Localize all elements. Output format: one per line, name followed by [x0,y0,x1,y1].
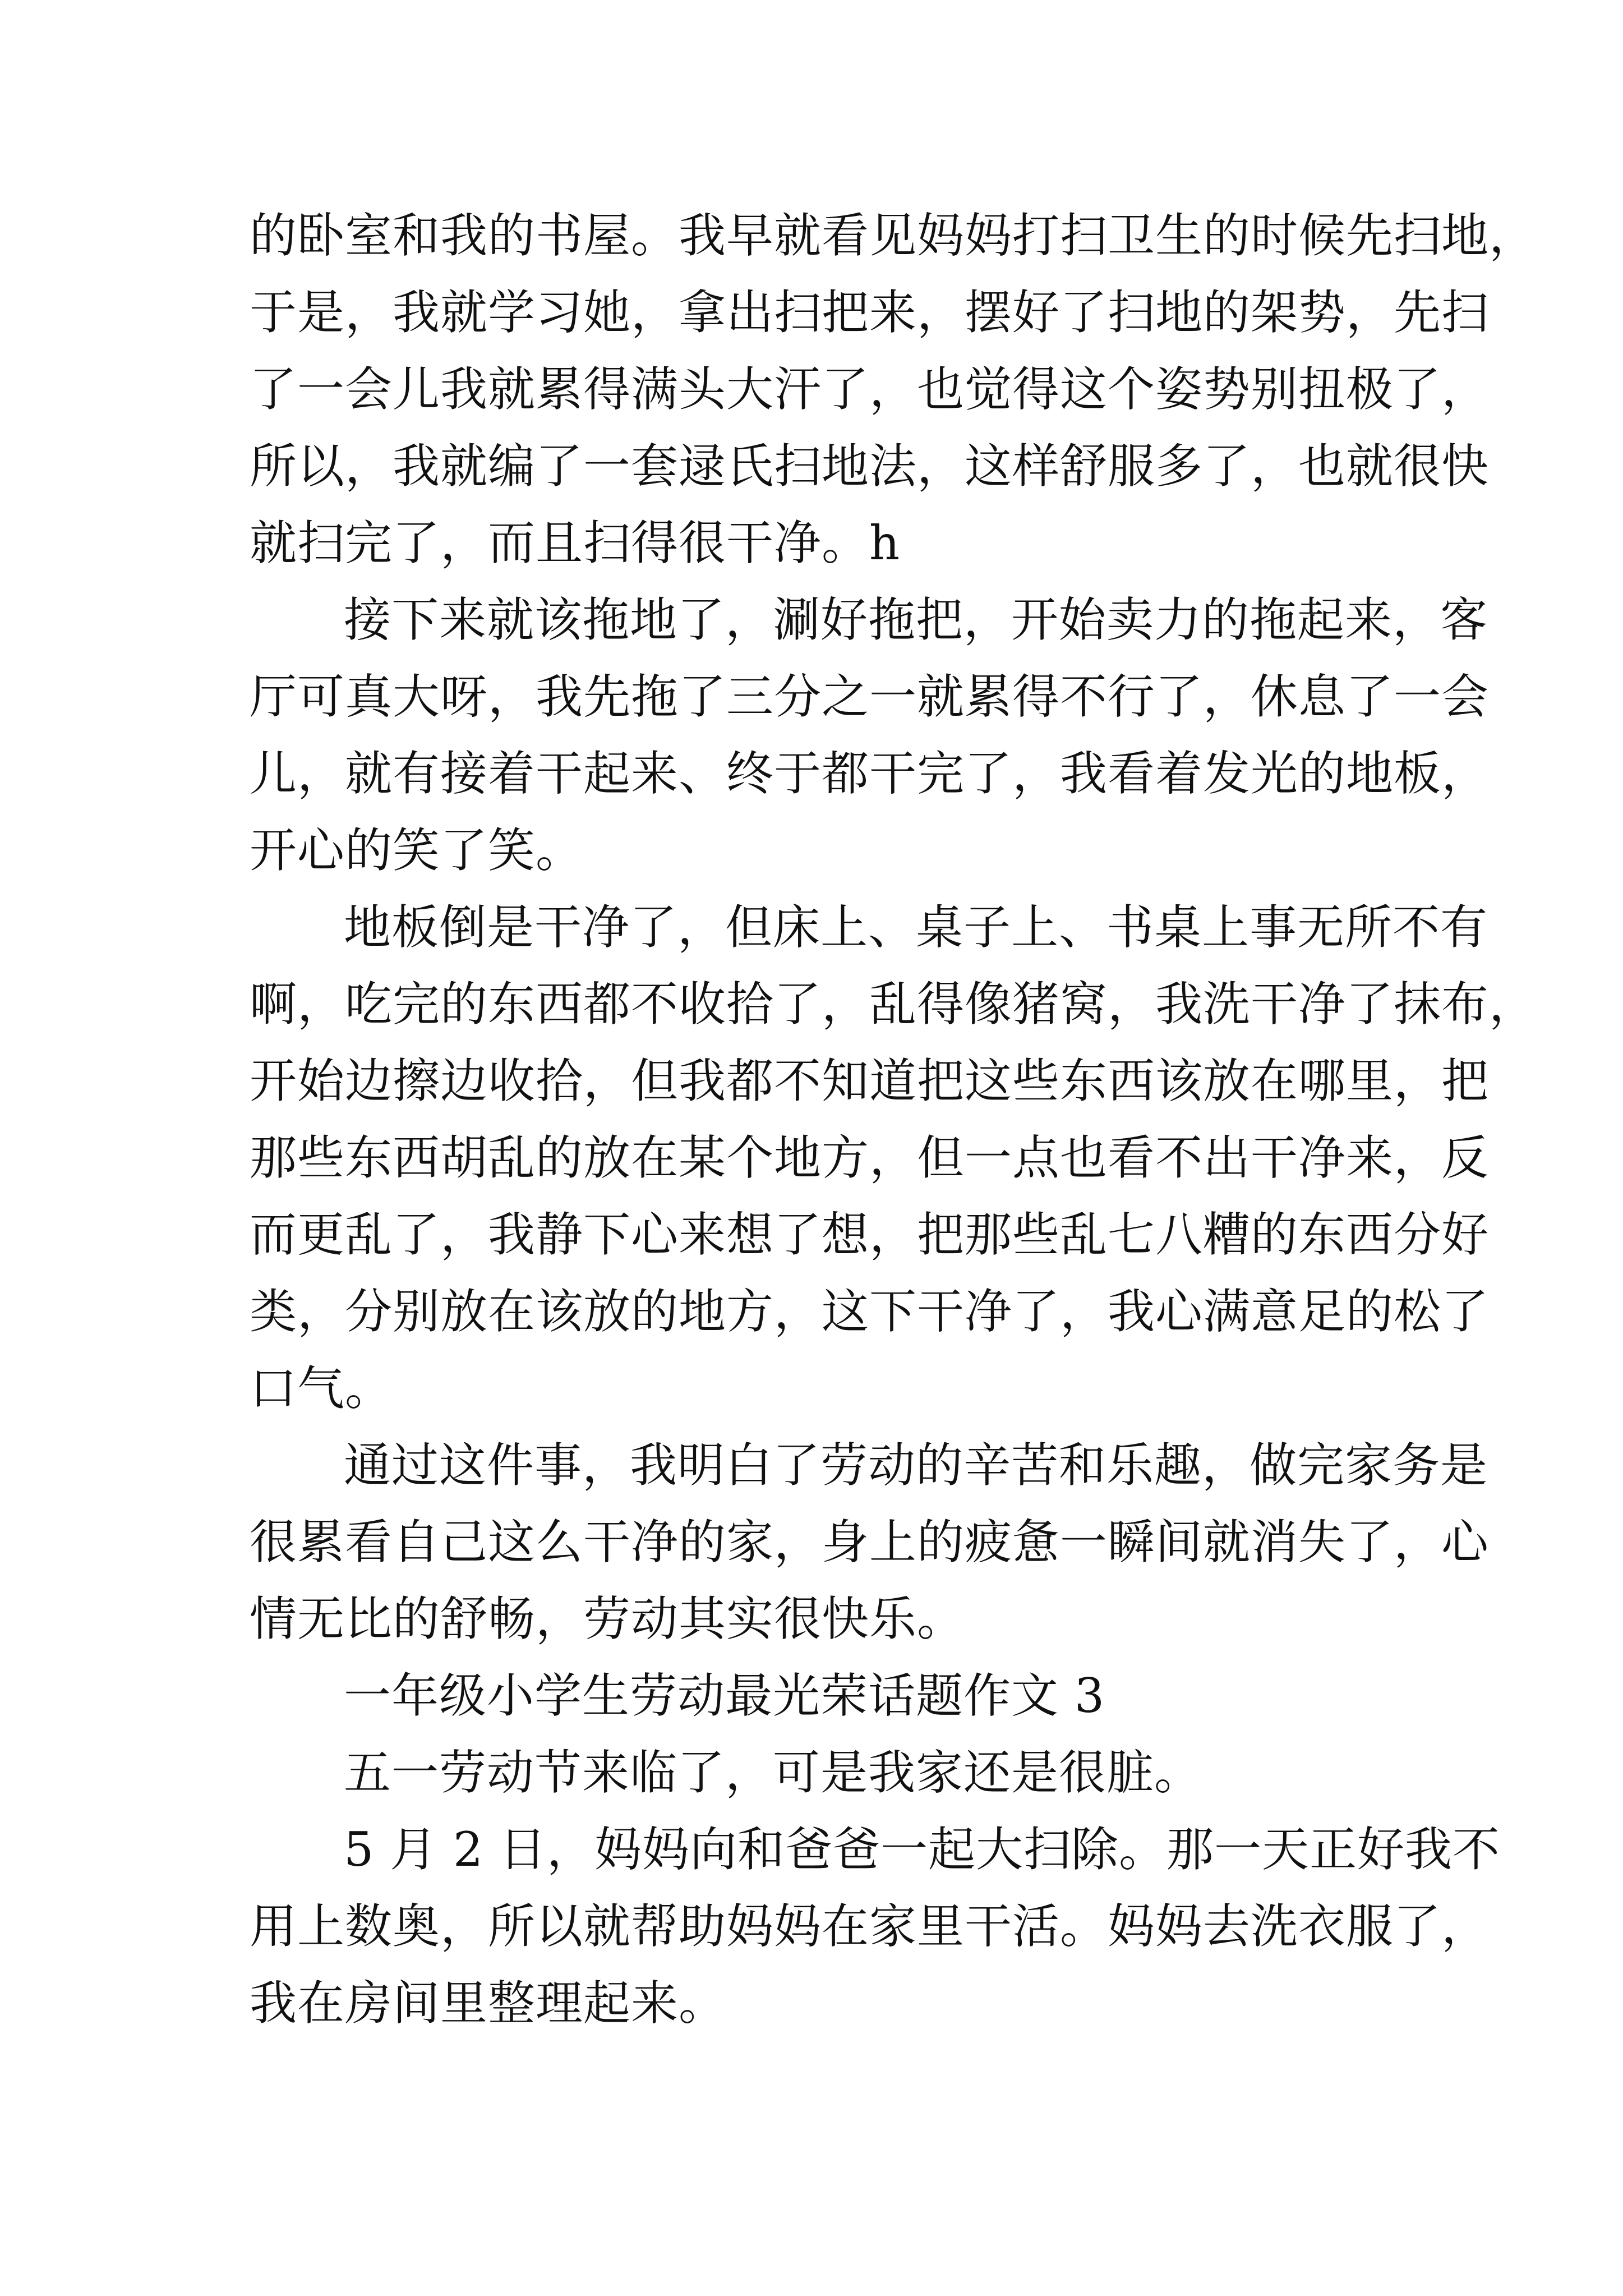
text-line: 那些东西胡乱的放在某个地方，但一点也看不出干净来，反 [250,1130,1490,1185]
paragraph-first-line: 接下来就该拖地了，涮好拖把，开始卖力的拖起来，客 [344,592,1488,647]
text-line: 类，分别放在该放的地方，这下干净了，我心满意足的松了 [250,1284,1490,1339]
paragraph-first-line: 通过这件事，我明白了劳动的辛苦和乐趣，做完家务是 [344,1438,1488,1493]
paragraph-first-line: 五一劳动节来临了，可是我家还是很脏。 [344,1745,1202,1800]
text-line: 情无比的舒畅，劳动其实很快乐。 [250,1591,965,1646]
text-line: 儿，就有接着干起来、终于都干完了，我看着发光的地板， [250,746,1490,801]
text-line: 开始边擦边收拾，但我都不知道把这些东西该放在哪里，把 [250,1053,1490,1108]
text-line: 的卧室和我的书屋。我早就看见妈妈打扫卫生的时候先扫地， [250,208,1537,263]
text-line: 就扫完了，而且扫得很干净。h [250,516,901,570]
text-line: 了一会儿我就累得满头大汗了，也觉得这个姿势别扭极了， [250,362,1490,417]
paragraph-first-line: 5 月 2 日，妈妈向和爸爸一起大扫除。那一天正好我不 [344,1822,1500,1877]
text-line: 我在房间里整理起来。 [250,1976,727,2031]
text-line: 很累看自己这么干净的家，身上的疲惫一瞬间就消失了，心 [250,1515,1490,1570]
text-line: 所以，我就编了一套逯氏扫地法，这样舒服多了，也就很快 [250,439,1490,494]
document-body [250,197,1537,2042]
text-line: 而更乱了，我静下心来想了想，把那些乱七八糟的东西分好 [250,1207,1490,1262]
essay-heading: 一年级小学生劳动最光荣话题作文 3 [344,1668,1105,1723]
text-line: 厅可真大呀，我先拖了三分之一就累得不行了，休息了一会 [250,669,1490,724]
paragraph-first-line: 地板倒是干净了，但床上、桌子上、书桌上事无所不有 [344,900,1488,955]
text-line: 于是，我就学习她，拿出扫把来，摆好了扫地的架势，先扫 [250,285,1490,340]
text-line: 用上数奥，所以就帮助妈妈在家里干活。妈妈去洗衣服了， [250,1899,1490,1954]
text-line: 啊，吃完的东西都不收拾了，乱得像猪窝，我洗干净了抹布， [250,977,1537,1032]
text-line: 开心的笑了笑。 [250,823,584,878]
text-line: 口气。 [250,1361,393,1416]
